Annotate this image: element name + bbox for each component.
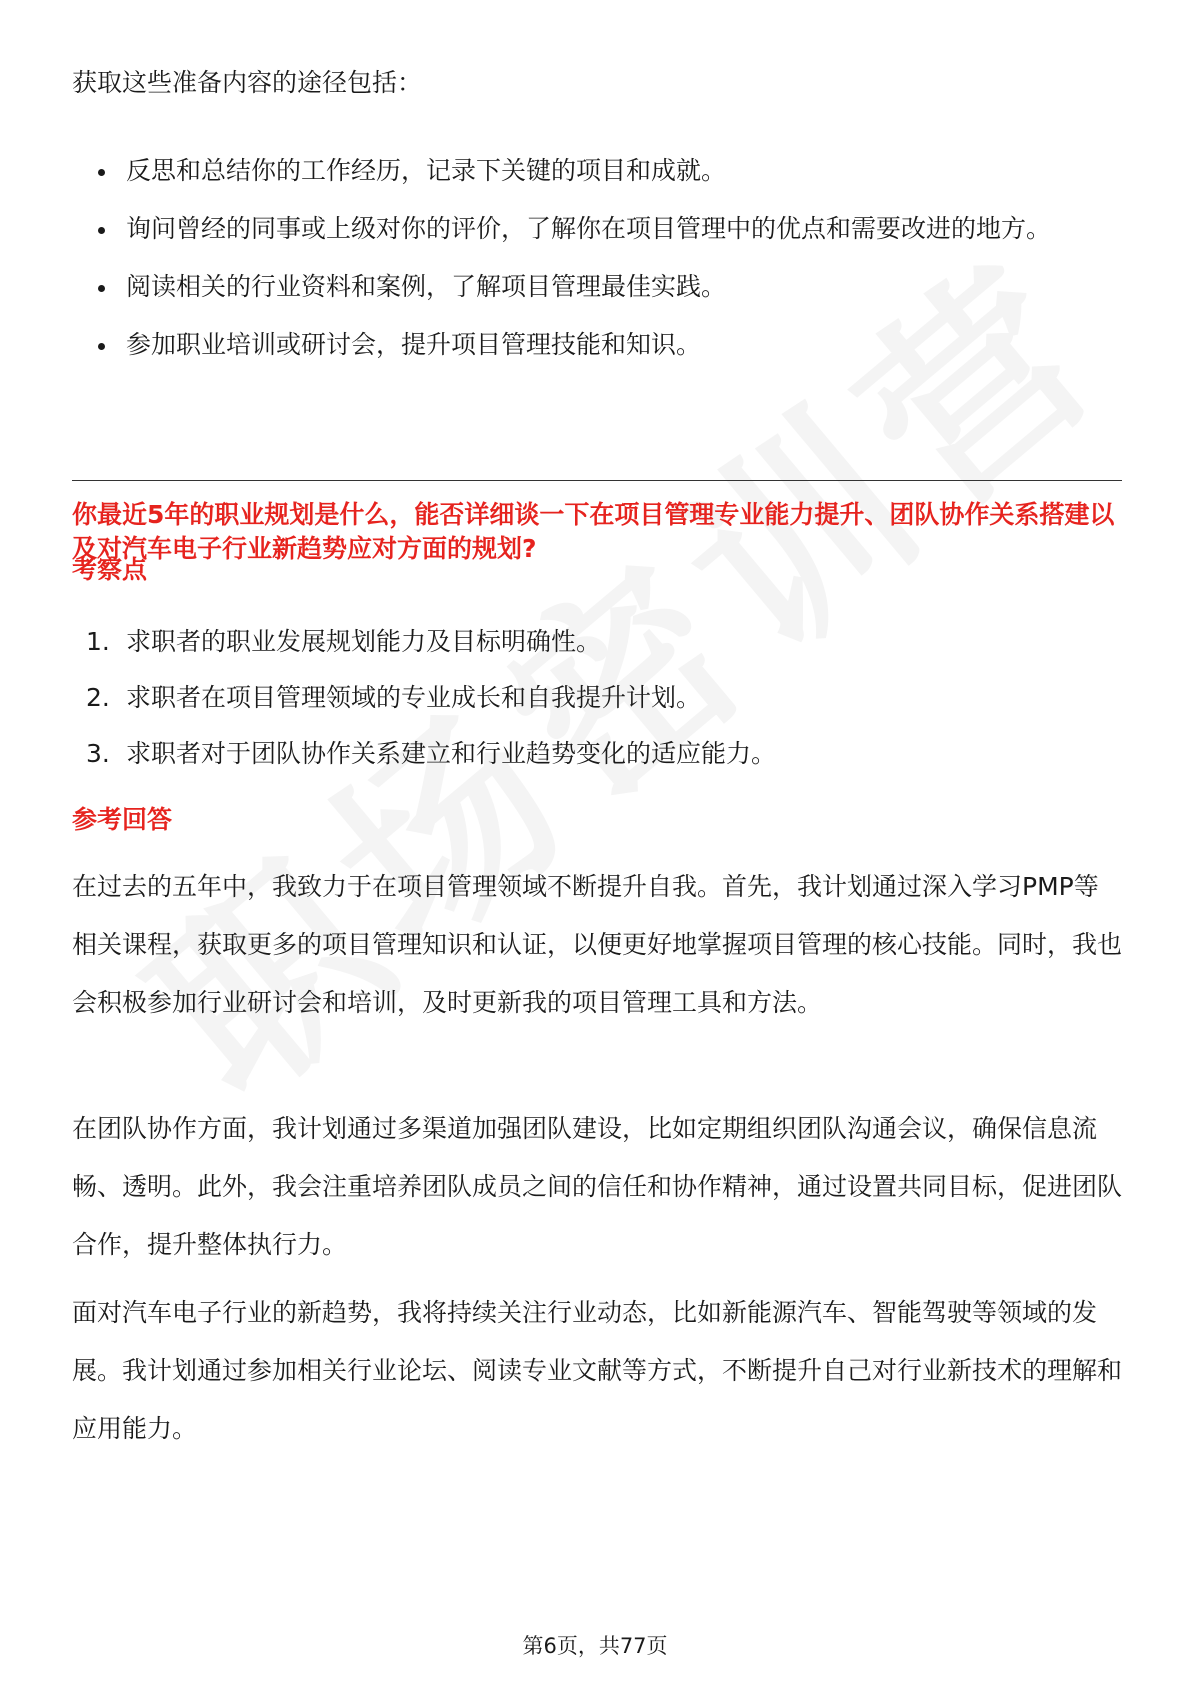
answer-paragraph: 面对汽车电子行业的新趋势，我将持续关注行业动态，比如新能源汽车、智能驾驶等领域的发展。我计划通过参加相关行业论坛、阅读专业文献等方式，不断提升自己对行业新技术的理解和应用能力。 <box>72 1298 1123 1443</box>
answer-paragraph: 在团队协作方面，我计划通过多渠道加强团队建设，比如定期组织团队沟通会议，确保信息流畅、透明。此外，我会注重培养团队成员之间的信任和协作精神，通过设置共同目标，促进团队合作，提升整体执行力。 <box>72 1114 1123 1259</box>
item-number: 1. <box>86 627 110 656</box>
bullet-dot-icon <box>98 169 105 176</box>
item-text: 求职者对于团队协作关系建立和行业趋势变化的适应能力。 <box>126 739 777 768</box>
bullet-dot-icon <box>98 227 105 234</box>
bullet-text: 反思和总结你的工作经历，记录下关键的项目和成就。 <box>126 156 727 185</box>
section-divider <box>72 480 1122 481</box>
assessment-title: 考察点 <box>72 555 148 584</box>
interview-question: 你最近5年的职业规划是什么，能否详细谈一下在项目管理专业能力提升、团队协作关系搭建以及对汽车电子行业新趋势应对方面的规划? <box>72 500 1115 563</box>
bullet-item <box>72 142 1122 200</box>
assessment-list <box>72 614 1122 782</box>
assessment-item <box>72 726 1122 782</box>
assessment-item <box>72 670 1122 726</box>
assessment-item <box>72 614 1122 670</box>
bullet-item <box>72 316 1122 374</box>
bullet-dot-icon <box>98 343 105 350</box>
bullet-text: 参加职业培训或研讨会，提升项目管理技能和知识。 <box>126 330 702 359</box>
reference-title: 参考回答 <box>72 805 173 834</box>
bullet-item <box>72 258 1122 316</box>
item-text: 求职者在项目管理领域的专业成长和自我提升计划。 <box>126 683 702 712</box>
bullet-text: 阅读相关的行业资料和案例，了解项目管理最佳实践。 <box>126 272 727 301</box>
page-number: 第6页，共77页 <box>522 1634 668 1658</box>
bullet-text: 询问曾经的同事或上级对你的评价，了解你在项目管理中的优点和需要改进的地方。 <box>126 214 1052 243</box>
intro-text: 获取这些准备内容的途径包括： <box>72 68 423 97</box>
bullet-dot-icon <box>98 285 105 292</box>
answer-paragraph: 在过去的五年中，我致力于在项目管理领域不断提升自我。首先，我计划通过深入学习PMP等相关课程，获取更多的项目管理知识和认证，以便更好地掌握项目管理的核心技能。同时，我也会积极参加行业研讨会和培训，及时更新我的项目管理工具和方法。 <box>72 872 1123 1017</box>
item-number: 2. <box>86 683 110 712</box>
item-number: 3. <box>86 739 110 768</box>
item-text: 求职者的职业发展规划能力及目标明确性。 <box>126 627 602 656</box>
bullet-item <box>72 200 1106 258</box>
bullet-list <box>72 142 1122 374</box>
